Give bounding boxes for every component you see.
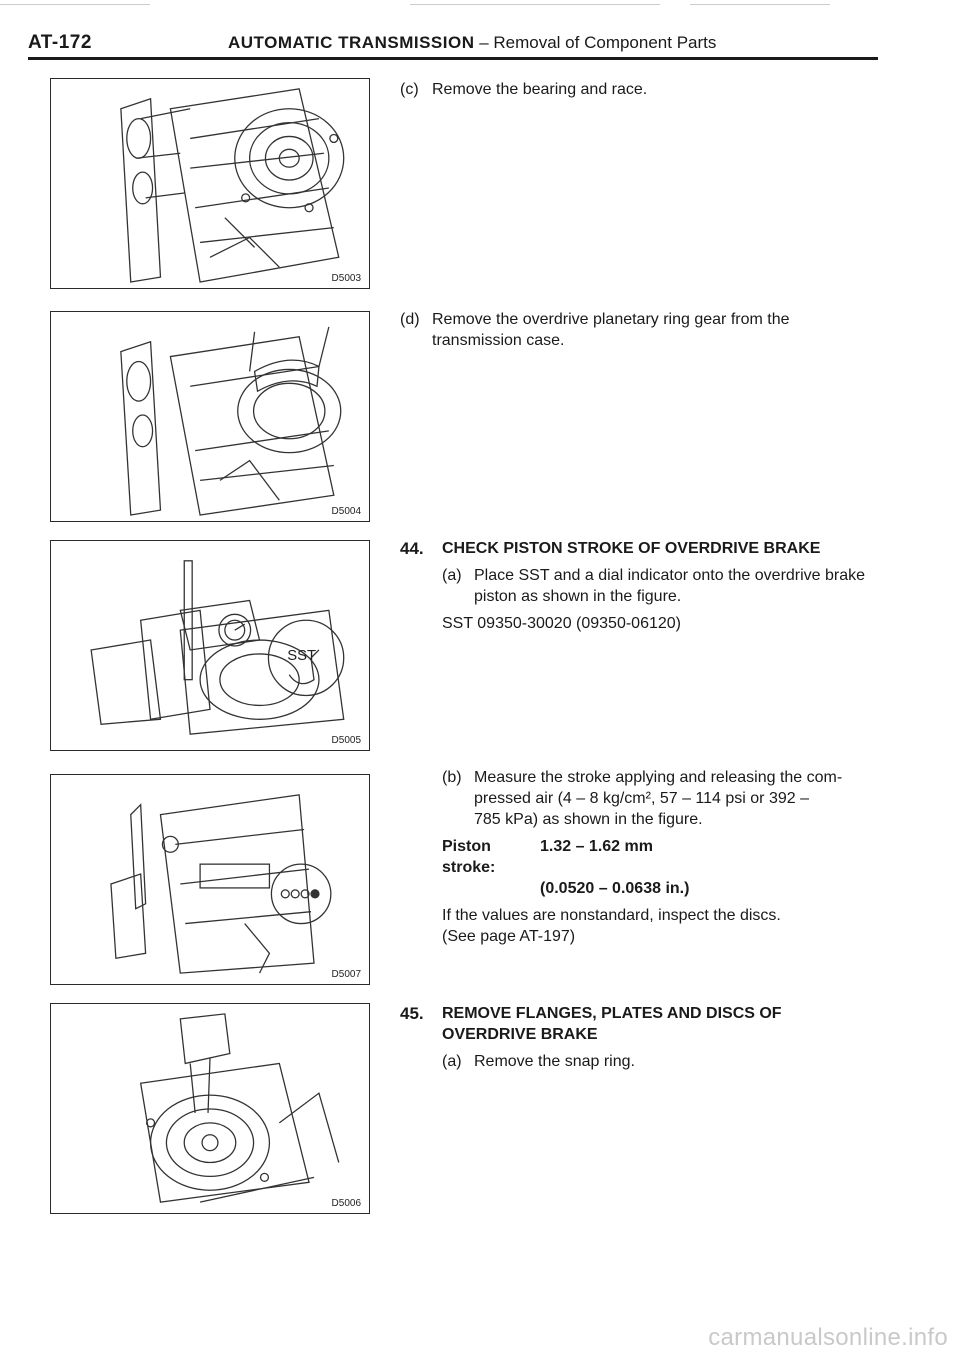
- page-header: [28, 30, 878, 60]
- step-letter: (b): [442, 769, 462, 786]
- figure-d5005-illustration: [51, 541, 369, 750]
- section-45: [400, 1003, 880, 1072]
- step-44b: [400, 767, 880, 947]
- figure-label: D5004: [331, 506, 361, 517]
- page-reference: (See page AT-197): [442, 928, 576, 945]
- step-letter: (c): [400, 81, 419, 98]
- note-text: If the values are nonstandard, inspect the discs.: [442, 907, 781, 924]
- step-text: Remove the overdrive planetary ring gear from the transmission case.: [432, 311, 790, 349]
- title-bold: AUTOMATIC TRANSMISSION: [228, 33, 475, 52]
- step-text: Remove the bearing and race.: [432, 81, 648, 98]
- figure-d5007: [50, 774, 370, 985]
- figure-d5007-illustration: [51, 775, 369, 984]
- page-title: [228, 33, 716, 53]
- spec-value-imperial: (0.0520 – 0.0638 in.): [540, 880, 690, 897]
- figure-d5006: [50, 1003, 370, 1214]
- page-number: AT-172: [28, 32, 92, 53]
- title-subtitle: – Removal of Component Parts: [474, 33, 717, 52]
- figure-label: D5007: [331, 969, 361, 980]
- step-text-line: Measure the stroke applying and releasing the com-: [474, 769, 843, 786]
- step-letter: (a): [442, 567, 462, 584]
- figure-d5004-illustration: [51, 312, 369, 521]
- header-rule: [28, 57, 878, 60]
- section-title: REMOVE FLANGES, PLATES AND DISCS OF OVERDRIVE BRAKE: [442, 1005, 782, 1043]
- step-text-line: 785 kPa) as shown in the figure.: [474, 811, 703, 828]
- spec-block: [442, 836, 880, 899]
- figure-d5006-illustration: [51, 1004, 369, 1213]
- figure-d5005: [50, 540, 370, 751]
- spec-value: 1.32 – 1.62 mm: [540, 838, 653, 855]
- step-d: [400, 309, 870, 351]
- watermark: carmanualsonline.info: [708, 1324, 948, 1351]
- section-44: [400, 538, 880, 634]
- figure-label: D5006: [331, 1198, 361, 1209]
- figure-d5003-illustration: [51, 79, 369, 288]
- step-text: Remove the snap ring.: [474, 1053, 635, 1070]
- step-c: [400, 79, 880, 100]
- spec-label: Piston stroke:: [442, 838, 496, 876]
- sst-number: SST 09350-30020 (09350-06120): [442, 615, 681, 632]
- figure-d5004: [50, 311, 370, 522]
- section-title: CHECK PISTON STROKE OF OVERDRIVE BRAKE: [442, 540, 821, 557]
- step-text: Place SST and a dial indicator onto the overdrive brake piston as shown in the figure.: [474, 567, 866, 605]
- step-letter: (a): [442, 1053, 462, 1070]
- section-number: 45.: [400, 1004, 424, 1023]
- section-number: 44.: [400, 539, 424, 558]
- step-letter: (d): [400, 311, 420, 328]
- step-text-line: pressed air (4 – 8 kg/cm², 57 – 114 psi or 392 –: [474, 790, 809, 807]
- figure-label: D5005: [331, 735, 361, 746]
- figure-label: D5003: [331, 273, 361, 284]
- figure-d5003: [50, 78, 370, 289]
- sst-callout: SST: [287, 647, 317, 664]
